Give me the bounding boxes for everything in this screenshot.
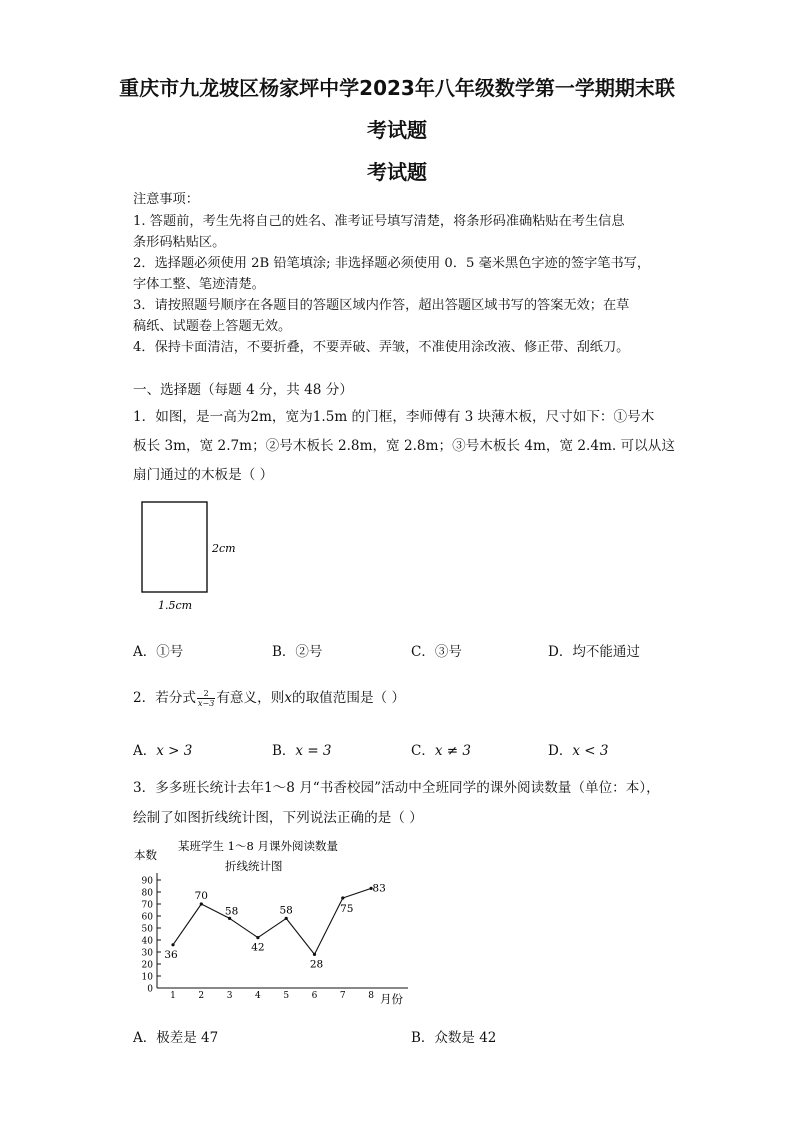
chart-x-tick-label: 7 [339, 991, 346, 1001]
notice-item-4: 4．保持卡面清洁，不要折叠，不要弄破、弄皱，不准使用涂改液、修正带、刮纸刀。 [133, 340, 630, 355]
chart-y-tick-label: 60 [141, 912, 153, 923]
q2-variable: x [284, 690, 292, 706]
chart-series-segment [230, 918, 258, 937]
q2-option-c-label: C． [411, 743, 435, 759]
chart-series-segment [343, 888, 371, 898]
chart-data-label: 58 [224, 905, 239, 918]
q1-text-line3: 扇门通过的木板是（ ） [133, 467, 274, 483]
notice-item-2-cont: 字体工整、笔迹清楚。 [133, 277, 265, 292]
chart-data-point [341, 896, 344, 899]
chart-y-tick-label: 30 [141, 948, 153, 959]
chart-x-tick-label: 2 [198, 991, 205, 1001]
notice-heading: 注意事项： [133, 192, 199, 207]
q1-text-line2: 板长 3m，宽 2.7m；②号木板长 2.8m，宽 2.8m；③号木板长 4m，宽 2.4m. 可以从这 [133, 438, 675, 454]
chart-series-segment [258, 918, 286, 937]
q2-option-c-expr: x ≠ 3 [434, 743, 471, 759]
door-width-label: 1.5cm [158, 599, 193, 612]
page-title-line2: 考试题 [367, 118, 427, 142]
chart-data-label: 36 [164, 948, 178, 961]
q2-option-d-expr: x < 3 [572, 743, 609, 759]
chart-y-tick-label: 40 [141, 936, 153, 947]
q2-option-d-label: D． [548, 743, 573, 759]
chart-series-segment [286, 918, 314, 954]
chart-data-point [313, 953, 316, 956]
section-heading: 一、选择题（每题 4 分，共 48 分） [133, 382, 353, 398]
chart-y-tick-label: 10 [141, 972, 153, 983]
chart-y-tick-label: 0 [147, 984, 153, 995]
q2-option-a-label: A． [133, 743, 157, 759]
chart-title-line2: 折线统计图 [225, 859, 283, 873]
chart-data-label: 58 [279, 904, 293, 917]
q1-text-line1: 1．如图，是一高为2m，宽为1.5m 的门框，李师傅有 3 块薄木板，尺寸如下：①号木 [133, 409, 655, 425]
q2-text-post2: 的取值范围是（ ） [291, 690, 406, 706]
door-height-label: 2cm [212, 542, 236, 555]
chart-y-tick-label: 70 [141, 900, 153, 911]
q2-text-pre: 2．若分式 [133, 690, 197, 706]
line-chart [130, 835, 420, 1010]
chart-data-point [285, 917, 288, 920]
chart-data-point [256, 936, 259, 939]
q2-option-d[interactable] [548, 739, 608, 759]
q2-option-b-label: B． [272, 743, 296, 759]
q2-text-post1: 有意义，则 [216, 690, 285, 706]
chart-data-point [171, 943, 174, 946]
q3-text-line2: 绘制了如图折线统计图，下列说法正确的是（ ） [133, 810, 423, 826]
chart-series-segment [173, 904, 201, 945]
notice-item-3: 3．请按照题号顺序在各题目的答题区域内作答，超出答题区域书写的答案无效；在草 [133, 298, 630, 313]
chart-x-tick-label: 5 [283, 991, 290, 1001]
notice-item-1: 1. 答题前，考生先将自己的姓名、准考证号填写清楚，将条形码准确粘贴在考生信息 [133, 214, 625, 229]
chart-y-tick-label: 50 [141, 924, 153, 935]
door-frame-figure [130, 495, 250, 615]
q2-option-c[interactable] [411, 739, 471, 759]
chart-title-line1: 某班学生 1～8 月课外阅读数量 [178, 839, 338, 853]
q2-option-b[interactable] [272, 739, 332, 759]
q2-option-a[interactable] [133, 739, 192, 759]
page-title: 重庆市九龙坡区杨家坪中学2023年八年级数学第一学期期末联 [119, 76, 675, 100]
chart-data-label: 28 [309, 958, 324, 971]
q3-option-a[interactable]: A．极差是 47 [133, 1030, 219, 1046]
q2-fraction-denominator: x−3 [198, 699, 215, 708]
chart-x-tick-label: 3 [226, 991, 233, 1001]
chart-y-tick-label: 20 [141, 960, 153, 971]
chart-series-segment [315, 898, 343, 954]
chart-y-axis-label: 本数 [134, 848, 157, 862]
chart-data-label: 75 [340, 903, 354, 915]
page-subtitle: 考试题 [367, 160, 427, 184]
chart-x-tick-label: 1 [170, 991, 176, 1001]
door-frame-rect [142, 502, 207, 592]
q1-option-a[interactable]: A．①号 [133, 644, 184, 660]
q3-option-b[interactable]: B．众数是 42 [411, 1030, 497, 1046]
chart-x-tick-label: 4 [255, 991, 261, 1001]
chart-x-axis-label: 月份 [380, 992, 403, 1006]
chart-x-tick-label: 6 [311, 991, 318, 1001]
chart-data-label: 83 [372, 882, 386, 895]
q1-option-c[interactable]: C．③号 [411, 644, 462, 660]
chart-x-tick-label: 8 [368, 991, 374, 1001]
notice-item-3-cont: 稿纸、试题卷上答题无效。 [133, 319, 292, 334]
chart-data-point [200, 902, 203, 905]
chart-y-tick-label: 90 [141, 876, 153, 887]
chart-data-label: 42 [251, 941, 265, 954]
q2-fraction [197, 689, 215, 708]
chart-y-tick-label: 80 [141, 888, 153, 899]
notice-item-1-cont: 条形码粘贴区。 [133, 235, 226, 250]
chart-data-label: 70 [194, 890, 208, 902]
q1-option-b[interactable]: B．②号 [272, 644, 323, 660]
q2-text [133, 686, 405, 708]
q2-option-b-expr: x = 3 [295, 743, 332, 759]
q1-option-d[interactable]: D．均不能通过 [548, 644, 640, 660]
q2-option-a-expr: x > 3 [156, 743, 193, 759]
notice-item-2: 2．选择题必须使用 2B 铅笔填涂; 非选择题必须使用 0．5 毫米黑色字迹的签字笔书写， [133, 256, 651, 271]
q2-fraction-numerator: 2 [197, 689, 215, 699]
q3-text-line1: 3．多多班长统计去年1～8 月“书香校园”活动中全班同学的课外阅读数量（单位：本）， [133, 780, 660, 796]
